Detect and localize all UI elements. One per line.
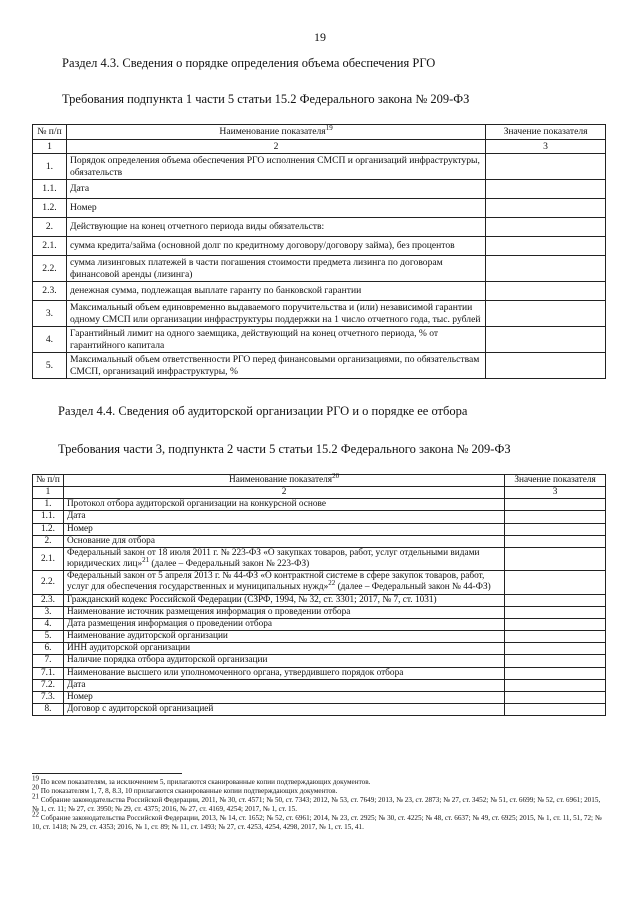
indicator-name	[63, 547, 504, 570]
footnote-text: По показателям 1, 7, 8, 8.3, 10 прилагаются сканированные копии подтверждающих документов.	[39, 787, 338, 795]
indicator-name	[63, 667, 504, 679]
column-index: 3	[505, 487, 606, 499]
table-header-row	[33, 475, 606, 487]
footnote-ref: 19	[325, 123, 333, 132]
table-row	[33, 679, 606, 691]
col-header-name	[63, 471, 504, 487]
indicator-value	[505, 655, 606, 667]
table-row	[33, 667, 606, 679]
indicator-name	[63, 571, 504, 594]
indicator-name	[66, 154, 485, 180]
section-4-4-title: Раздел 4.4. Сведения об аудиторской организации РГО и о порядке ее отбора	[58, 404, 468, 418]
indicator-text: Протокол отбора аудиторской организации на конкурсной основе	[66, 499, 326, 510]
table-header-row	[33, 125, 606, 140]
row-number: 1.	[33, 499, 64, 511]
col-header-name-text: Наименование показателя	[229, 475, 333, 485]
table-row	[33, 180, 606, 199]
indicator-value	[486, 282, 606, 301]
row-number: 6.	[33, 643, 64, 655]
indicator-value	[505, 523, 606, 535]
indicator-text: Порядок определения объема обеспечения РГО исполнения СМСП и организаций инфраструктуры, обязательств	[69, 155, 480, 178]
row-number: 8.	[33, 703, 64, 715]
row-number: 2.	[33, 535, 64, 547]
indicator-name	[63, 618, 504, 630]
row-number: 3.	[33, 606, 64, 618]
column-index: 2	[66, 139, 485, 154]
footnote-mark: 20	[32, 783, 39, 792]
table-row	[33, 655, 606, 667]
indicator-text: ИНН аудиторской организации	[66, 643, 191, 654]
indicator-value	[505, 606, 606, 618]
indicator-name	[63, 511, 504, 523]
footnote	[32, 783, 608, 796]
indicator-name	[66, 353, 485, 379]
column-index-row	[33, 139, 606, 154]
table-row	[33, 618, 606, 630]
indicator-text: сумма лизинговых платежей в части погашения стоимости предмета лизинга по договорам финансовой аренды (лизинга)	[69, 257, 443, 280]
row-number: 7.	[33, 655, 64, 667]
indicator-value	[486, 301, 606, 327]
table-row	[33, 301, 606, 327]
column-index: 1	[33, 139, 67, 154]
section-4-4-requirement: Требования части 3, подпункта 2 части 5 статьи 15.2 Федерального закона № 209-ФЗ	[58, 442, 511, 456]
indicator-text: Максимальный объем ответственности РГО перед финансовыми организациями, по обязательствам СМСП, организаций инфраструктуры, %	[69, 354, 480, 377]
col-header-name-text: Наименование показателя	[219, 126, 326, 137]
indicator-text: Номер	[66, 691, 93, 702]
indicator-name	[66, 282, 485, 301]
indicator-name	[66, 256, 485, 282]
indicator-value	[486, 237, 606, 256]
indicator-name	[63, 499, 504, 511]
section-4-3-table	[32, 124, 606, 379]
section-4-4-table-body	[33, 499, 606, 716]
row-number: 2.1.	[33, 237, 67, 256]
indicator-text: Наличие порядка отбора аудиторской организации	[66, 655, 268, 666]
indicator-text: сумма кредита/займа (основной долг по кредитному договору/договору займа), без процентов	[69, 240, 455, 252]
row-number: 1.2.	[33, 523, 64, 535]
col-header-num: № п/п	[33, 125, 67, 140]
table-row	[33, 703, 606, 715]
indicator-name	[63, 643, 504, 655]
indicator-name	[66, 301, 485, 327]
indicator-name	[63, 691, 504, 703]
row-number: 4.	[33, 327, 67, 353]
page-number: 19	[314, 30, 326, 44]
indicator-name	[66, 218, 485, 237]
indicator-value	[505, 631, 606, 643]
indicator-value	[505, 679, 606, 691]
indicator-text: Дата	[66, 511, 86, 522]
indicator-name	[63, 679, 504, 691]
row-number: 2.2.	[33, 256, 67, 282]
col-header-num: № п/п	[33, 475, 64, 487]
indicator-value	[505, 535, 606, 547]
indicator-text: Дата	[69, 183, 90, 195]
indicator-text: Гарантийный лимит на одного заемщика, действующий на конец отчетного периода, % от гарантийного капитала	[69, 328, 439, 351]
row-number: 7.3.	[33, 691, 64, 703]
col-header-name	[66, 125, 485, 140]
indicator-text: Наименование источник размещения информация о проведении отбора	[66, 606, 351, 617]
indicator-text: Гражданский кодекс Российской Федерации (СЗРФ, 1994, № 32, ст. 3301; 2017, № 7, ст. 1031)	[66, 594, 437, 605]
indicator-name	[63, 655, 504, 667]
indicator-name	[66, 237, 485, 256]
footnote-mark: 21	[32, 792, 39, 801]
indicator-value	[505, 547, 606, 570]
indicator-value	[505, 703, 606, 715]
indicator-text: Федеральный закон от 5 апреля 2013 г. № 44-ФЗ «О контрактной системе в сфере закупок товаров, работ, услуг для обеспечения государственных и муниципальных нужд»	[66, 571, 485, 593]
indicator-value	[486, 256, 606, 282]
row-number: 7.2.	[33, 679, 64, 691]
table-row	[33, 594, 606, 606]
table-row	[33, 154, 606, 180]
row-number: 2.3.	[33, 594, 64, 606]
table-row	[33, 327, 606, 353]
indicator-value	[505, 643, 606, 655]
table-row	[33, 571, 606, 594]
row-number: 1.1.	[33, 511, 64, 523]
section-4-3-requirement: Требования подпункта 1 части 5 статьи 15.2 Федерального закона № 209-ФЗ	[62, 92, 470, 106]
indicator-text: денежная сумма, подлежащая выплате гаранту по банковской гарантии	[69, 285, 362, 297]
footnote-ref: 21	[142, 556, 150, 564]
indicator-name	[63, 606, 504, 618]
indicator-text: Договор с аудиторской организацией	[66, 703, 214, 714]
footnote	[32, 792, 608, 814]
footnote-mark: 22	[32, 810, 39, 819]
indicator-value	[505, 511, 606, 523]
column-index: 1	[33, 487, 64, 499]
table-row	[33, 218, 606, 237]
footnote	[32, 810, 608, 832]
col-header-value: Значение показателя	[505, 475, 606, 487]
table-row	[33, 691, 606, 703]
footnote	[32, 774, 608, 787]
table-row	[33, 547, 606, 570]
indicator-value	[505, 691, 606, 703]
indicator-text: Максимальный объем единовременно выдаваемого поручительства и (или) независимой гарантии одному СМСП или организации инфраструктуры поддержки на 1 число отчетного года, тыс. рублей	[69, 302, 481, 325]
indicator-value	[486, 180, 606, 199]
indicator-value	[505, 618, 606, 630]
indicator-value	[486, 199, 606, 218]
table-row	[33, 643, 606, 655]
indicator-value	[505, 499, 606, 511]
table-row	[33, 237, 606, 256]
indicator-name	[63, 523, 504, 535]
row-number: 3.	[33, 301, 67, 327]
indicator-value	[505, 667, 606, 679]
table-row	[33, 631, 606, 643]
indicator-text-tail: (далее – Федеральный закон № 44-ФЗ)	[335, 582, 491, 593]
indicator-text: Номер	[66, 523, 93, 534]
table-row	[33, 282, 606, 301]
footnote-text: Собрание законодательства Российской Федерации, 2011, № 30, ст. 4571; № 50, ст. 7343; 2012, № 53, ст. 7649; 2013, № 23, ст. 2873; № 27, ст. 3452; № 51, ст. 6699; № 52, ст. 6961; 2015, № 1, ст. 11; № 27, ст. 3950; № 29, ст. 4375; 2016, № 27, ст. 4169, 4254; 2017, № 1, ст. 15.	[32, 796, 601, 813]
footnote-text: Собрание законодательства Российской Федерации, 2013, № 14, ст. 1652; № 52, ст. 6961; 2014, № 23, ст. 2925; № 30, ст. 4225; № 48, ст. 6637; № 49, ст. 6925; 2015, № 1, ст. 11, 51, 72; № 10, ст. 1418; № 29, ст. 4353; 2016, № 1, ст. 89; № 11, ст. 1493; № 27, ст. 4253, 4254, 4298, 2017, № 1, ст. 15, 41.	[32, 814, 602, 831]
indicator-name	[63, 535, 504, 547]
table-row	[33, 256, 606, 282]
row-number: 1.1.	[33, 180, 67, 199]
row-number: 2.3.	[33, 282, 67, 301]
table-row	[33, 199, 606, 218]
table-row	[33, 523, 606, 535]
indicator-text: Дата	[66, 679, 86, 690]
indicator-text: Федеральный закон от 18 июля 2011 г. № 223-ФЗ «О закупках товаров, работ, услуг отдельными видами юридических лиц»	[66, 547, 480, 570]
indicator-value	[486, 353, 606, 379]
table-row	[33, 353, 606, 379]
section-4-4-table	[32, 471, 606, 716]
footnote-mark: 19	[32, 774, 39, 783]
section-4-3-table-body	[33, 154, 606, 379]
table-row	[33, 606, 606, 618]
table-row	[33, 499, 606, 511]
indicator-value	[486, 154, 606, 180]
indicator-name	[66, 199, 485, 218]
row-number: 1.2.	[33, 199, 67, 218]
row-number: 5.	[33, 353, 67, 379]
indicator-name	[63, 703, 504, 715]
row-number: 2.1.	[33, 547, 64, 570]
indicator-text: Основание для отбора	[66, 535, 155, 546]
row-number: 5.	[33, 631, 64, 643]
indicator-text: Дата размещения информация о проведении отбора	[66, 618, 273, 629]
row-number: 2.	[33, 218, 67, 237]
footnotes	[32, 774, 608, 832]
indicator-value	[486, 327, 606, 353]
indicator-value	[486, 218, 606, 237]
indicator-text: Действующие на конец отчетного периода виды обязательств:	[69, 221, 325, 233]
col-header-value: Значение показателя	[486, 125, 606, 140]
footnote-divider	[32, 773, 182, 774]
footnote-text: По всем показателям, за исключением 5, прилагаются сканированные копии подтверждающих документов.	[39, 778, 371, 786]
column-index: 3	[486, 139, 606, 154]
indicator-text: Наименование аудиторской организации	[66, 631, 228, 642]
indicator-text: Номер	[69, 202, 97, 214]
table-row	[33, 511, 606, 523]
indicator-value	[505, 594, 606, 606]
column-index-row	[33, 487, 606, 499]
row-number: 4.	[33, 618, 64, 630]
row-number: 1.	[33, 154, 67, 180]
row-number: 7.1.	[33, 667, 64, 679]
indicator-name	[66, 180, 485, 199]
section-4-3-title: Раздел 4.3. Сведения о порядке определения объема обеспечения РГО	[62, 56, 436, 70]
indicator-name	[63, 631, 504, 643]
table-row	[33, 535, 606, 547]
indicator-name	[63, 594, 504, 606]
indicator-name	[66, 327, 485, 353]
footnote-ref: 22	[328, 579, 336, 588]
row-number: 2.2.	[33, 571, 64, 594]
indicator-text-tail: (далее – Федеральный закон № 223-ФЗ)	[149, 559, 310, 570]
indicator-text: Наименование высшего или уполномоченного органа, утвердившего порядок отбора	[66, 667, 404, 678]
indicator-value	[505, 571, 606, 594]
footnote-ref: 20	[332, 471, 340, 480]
column-index: 2	[63, 487, 504, 499]
